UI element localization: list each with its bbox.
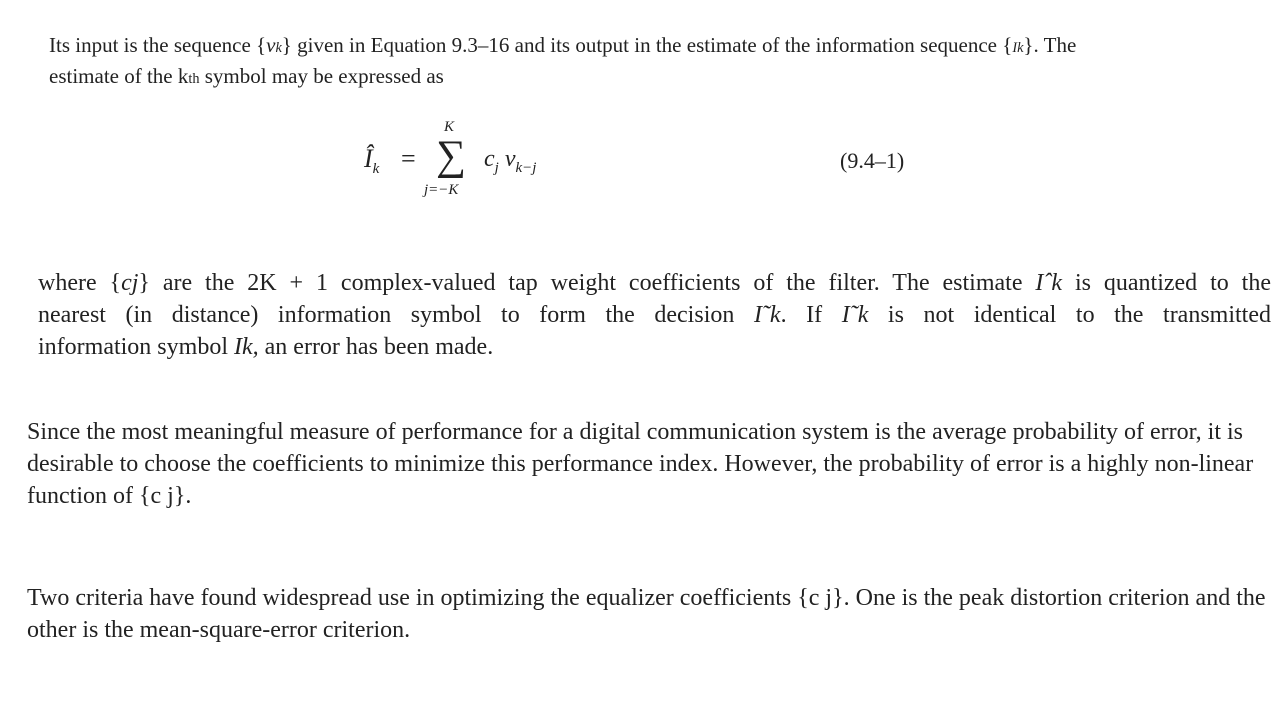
symbol-v-subscript: k — [275, 40, 282, 56]
text-segment: } are the 2K + 1 complex-valued tap weight coefficients of the filter. The estimate — [138, 270, 1036, 296]
symbol-v-letter: v — [266, 33, 276, 57]
equation-number: (9.4–1) — [840, 148, 905, 173]
text-line — [38, 267, 1271, 299]
intro-paragraph — [49, 31, 1249, 93]
sum-upper-limit: K — [444, 119, 455, 135]
symbol-I — [1012, 33, 1023, 57]
coefficient-c: c — [484, 146, 495, 172]
text-segment: information symbol — [38, 334, 234, 360]
summation-icon: ∑ — [436, 133, 466, 179]
coefficient-cj: cj — [121, 270, 139, 296]
text-segment: . If — [780, 302, 842, 328]
symbol-v-subscript: k−j — [515, 159, 537, 176]
text-segment: nearest (in distance) information symbol to form the decision — [38, 302, 754, 328]
filter-paragraph — [38, 267, 1271, 363]
ordinal-suffix: th — [188, 71, 200, 87]
text-segment: where { — [38, 270, 122, 296]
text-segment: } given in Equation 9.3–16 and its output in the estimate of the information sequence { — [281, 33, 1013, 57]
equation-lhs-subscript: k — [372, 161, 380, 178]
symbol-v — [266, 33, 282, 57]
equation-lhs — [364, 144, 379, 178]
text-line — [38, 331, 1271, 363]
text-segment: estimate of the k — [49, 64, 189, 88]
text-segment: symbol may be expressed as — [199, 64, 444, 88]
symbol-Ik: Ik, — [233, 334, 259, 360]
criteria-paragraph: Two criteria have found widespread use in optimizing the equalizer coefficients {c j}. One is the peak distortion criterion and the other is the mean-square-error criterion. — [27, 585, 1266, 643]
coefficient-c-subscript: j — [494, 159, 499, 176]
text-segment: }. The — [1023, 33, 1077, 57]
text-segment: Its input is the sequence { — [49, 33, 267, 57]
decision-symbol: I˜k — [841, 302, 869, 328]
equals-sign: = — [401, 144, 416, 173]
symbol-I-subscript: k — [1017, 40, 1024, 56]
equation-9-4-1 — [360, 118, 960, 208]
text-segment: is quantized to the — [1062, 270, 1272, 296]
performance-paragraph: Since the most meaningful measure of performance for a digital communication system is the average probability of error, it is desirable to choose the coefficients to minimize this performance index. However, the probability of error is a highly non-linear function of {c j}. — [27, 419, 1254, 509]
text-line — [38, 299, 1271, 331]
sum-lower-limit: j=−K — [424, 182, 459, 198]
decision-symbol: I˜k — [753, 302, 781, 328]
equation-lhs-symbol: Î — [364, 144, 373, 173]
symbol-v: v — [504, 146, 516, 172]
symbol-I-letter: I — [1012, 40, 1018, 56]
estimate-symbol: Iˆk — [1035, 270, 1063, 296]
equation-term — [484, 146, 536, 177]
text-segment: is not identical to the transmitted — [868, 302, 1271, 328]
text-segment: an error has been made. — [258, 334, 494, 360]
